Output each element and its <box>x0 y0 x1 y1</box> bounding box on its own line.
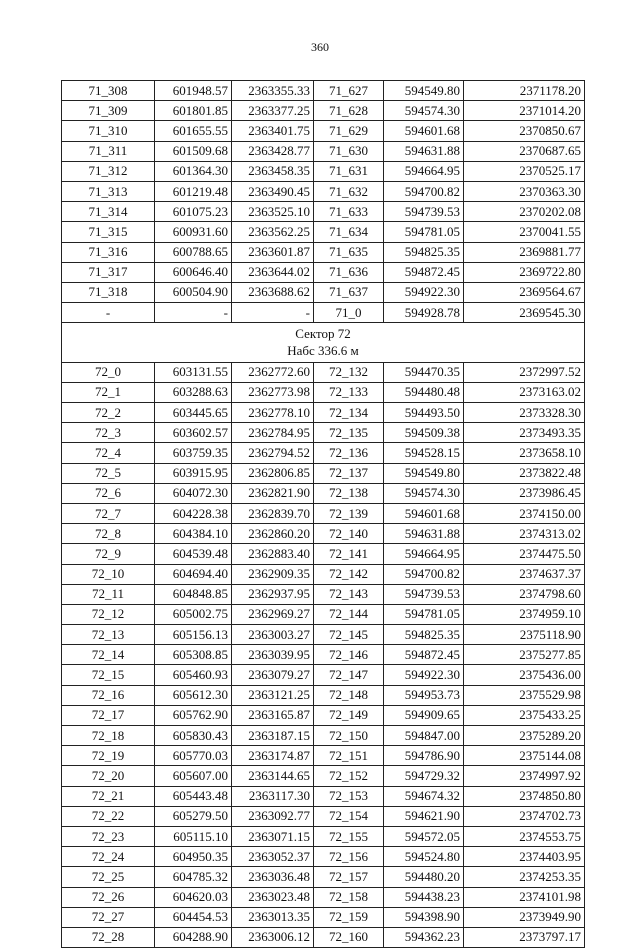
point-id-cell: 72_28 <box>62 927 155 947</box>
y-coordinate-cell: 2373658.10 <box>464 443 585 463</box>
table-row <box>62 524 585 544</box>
point-id-cell: 72_149 <box>314 705 384 725</box>
point-id-cell: 72_157 <box>314 867 384 887</box>
y-coordinate-cell: 2370041.55 <box>464 222 585 242</box>
point-id-cell: 71_310 <box>62 121 155 141</box>
x-coordinate-cell: 605460.93 <box>155 665 232 685</box>
table-row <box>62 786 585 806</box>
x-coordinate-cell: 605443.48 <box>155 786 232 806</box>
y-coordinate-cell: - <box>232 303 314 323</box>
point-id-cell: 71_316 <box>62 242 155 262</box>
x-coordinate-cell: 594664.95 <box>384 161 464 181</box>
y-coordinate-cell: 2370850.67 <box>464 121 585 141</box>
table-row <box>62 927 585 947</box>
y-coordinate-cell: 2363187.15 <box>232 726 314 746</box>
x-coordinate-cell: 594574.30 <box>384 101 464 121</box>
x-coordinate-cell: 605156.13 <box>155 625 232 645</box>
point-id-cell: 72_153 <box>314 786 384 806</box>
x-coordinate-cell: 594700.82 <box>384 564 464 584</box>
x-coordinate-cell: 594922.30 <box>384 282 464 302</box>
y-coordinate-cell: 2363117.30 <box>232 786 314 806</box>
x-coordinate-cell: 594739.53 <box>384 202 464 222</box>
point-id-cell: 72_14 <box>62 645 155 665</box>
y-coordinate-cell: 2369545.30 <box>464 303 585 323</box>
table-row <box>62 826 585 846</box>
y-coordinate-cell: 2374850.80 <box>464 786 585 806</box>
point-id-cell: 71_636 <box>314 262 384 282</box>
y-coordinate-cell: 2363052.37 <box>232 847 314 867</box>
point-id-cell: 72_0 <box>62 362 155 382</box>
y-coordinate-cell: 2363165.87 <box>232 705 314 725</box>
point-id-cell: 72_6 <box>62 483 155 503</box>
sector-title: Сектор 72 <box>295 326 351 342</box>
x-coordinate-cell: 594674.32 <box>384 786 464 806</box>
rows-sector-71 <box>62 81 585 323</box>
y-coordinate-cell: 2373949.90 <box>464 907 585 927</box>
y-coordinate-cell: 2362778.10 <box>232 403 314 423</box>
point-id-cell: 71_309 <box>62 101 155 121</box>
y-coordinate-cell: 2363355.33 <box>232 81 314 101</box>
y-coordinate-cell: 2362773.98 <box>232 382 314 402</box>
y-coordinate-cell: 2375433.25 <box>464 705 585 725</box>
x-coordinate-cell: 594786.90 <box>384 746 464 766</box>
table-row <box>62 564 585 584</box>
point-id-cell: 72_134 <box>314 403 384 423</box>
table-row <box>62 887 585 907</box>
y-coordinate-cell: 2363174.87 <box>232 746 314 766</box>
y-coordinate-cell: 2373493.35 <box>464 423 585 443</box>
x-coordinate-cell: 603602.57 <box>155 423 232 443</box>
table-row <box>62 81 585 101</box>
y-coordinate-cell: 2371014.20 <box>464 101 585 121</box>
y-coordinate-cell: 2362860.20 <box>232 524 314 544</box>
y-coordinate-cell: 2363688.62 <box>232 282 314 302</box>
x-coordinate-cell: 594928.78 <box>384 303 464 323</box>
point-id-cell: 72_140 <box>314 524 384 544</box>
x-coordinate-cell: 594480.48 <box>384 382 464 402</box>
y-coordinate-cell: 2375118.90 <box>464 625 585 645</box>
y-coordinate-cell: 2374637.37 <box>464 564 585 584</box>
x-coordinate-cell: 594781.05 <box>384 604 464 624</box>
y-coordinate-cell: 2375289.20 <box>464 726 585 746</box>
x-coordinate-cell: 605762.90 <box>155 705 232 725</box>
y-coordinate-cell: 2374313.02 <box>464 524 585 544</box>
point-id-cell: 72_135 <box>314 423 384 443</box>
x-coordinate-cell: 594621.90 <box>384 806 464 826</box>
point-id-cell: 71_637 <box>314 282 384 302</box>
x-coordinate-cell: - <box>155 303 232 323</box>
y-coordinate-cell: 2373986.45 <box>464 483 585 503</box>
point-id-cell: 72_11 <box>62 584 155 604</box>
x-coordinate-cell: 594953.73 <box>384 685 464 705</box>
y-coordinate-cell: 2362909.35 <box>232 564 314 584</box>
table-row <box>62 282 585 302</box>
x-coordinate-cell: 594509.38 <box>384 423 464 443</box>
table-row <box>62 806 585 826</box>
table-row <box>62 544 585 564</box>
point-id-cell: 72_147 <box>314 665 384 685</box>
point-id-cell: 72_21 <box>62 786 155 806</box>
x-coordinate-cell: 594362.23 <box>384 927 464 947</box>
point-id-cell: 72_5 <box>62 463 155 483</box>
y-coordinate-cell: 2363023.48 <box>232 887 314 907</box>
point-id-cell: 71_629 <box>314 121 384 141</box>
y-coordinate-cell: 2363601.87 <box>232 242 314 262</box>
y-coordinate-cell: 2374553.75 <box>464 826 585 846</box>
y-coordinate-cell: 2373822.48 <box>464 463 585 483</box>
point-id-cell: 71_633 <box>314 202 384 222</box>
sector-header-cell <box>62 323 585 362</box>
x-coordinate-cell: 601801.85 <box>155 101 232 121</box>
x-coordinate-cell: 594729.32 <box>384 766 464 786</box>
x-coordinate-cell: 594524.80 <box>384 847 464 867</box>
y-coordinate-cell: 2369564.67 <box>464 282 585 302</box>
table-row <box>62 443 585 463</box>
y-coordinate-cell: 2363079.27 <box>232 665 314 685</box>
x-coordinate-cell: 594601.68 <box>384 121 464 141</box>
table-row <box>62 483 585 503</box>
y-coordinate-cell: 2363490.45 <box>232 181 314 201</box>
table-row <box>62 726 585 746</box>
x-coordinate-cell: 604228.38 <box>155 503 232 523</box>
y-coordinate-cell: 2370363.30 <box>464 181 585 201</box>
x-coordinate-cell: 604288.90 <box>155 927 232 947</box>
y-coordinate-cell: 2363036.48 <box>232 867 314 887</box>
table-row <box>62 645 585 665</box>
point-id-cell: 72_139 <box>314 503 384 523</box>
x-coordinate-cell: 594438.23 <box>384 887 464 907</box>
x-coordinate-cell: 594528.15 <box>384 443 464 463</box>
point-id-cell: 71_0 <box>314 303 384 323</box>
x-coordinate-cell: 594480.20 <box>384 867 464 887</box>
x-coordinate-cell: 605770.03 <box>155 746 232 766</box>
x-coordinate-cell: 594664.95 <box>384 544 464 564</box>
point-id-cell: 72_148 <box>314 685 384 705</box>
point-id-cell: 72_4 <box>62 443 155 463</box>
point-id-cell: 71_634 <box>314 222 384 242</box>
y-coordinate-cell: 2363039.95 <box>232 645 314 665</box>
x-coordinate-cell: 604539.48 <box>155 544 232 564</box>
point-id-cell: 72_17 <box>62 705 155 725</box>
y-coordinate-cell: 2374959.10 <box>464 604 585 624</box>
point-id-cell: 72_133 <box>314 382 384 402</box>
y-coordinate-cell: 2374997.92 <box>464 766 585 786</box>
y-coordinate-cell: 2374798.60 <box>464 584 585 604</box>
y-coordinate-cell: 2363003.27 <box>232 625 314 645</box>
x-coordinate-cell: 604848.85 <box>155 584 232 604</box>
y-coordinate-cell: 2363071.15 <box>232 826 314 846</box>
table-row <box>62 121 585 141</box>
y-coordinate-cell: 2363013.35 <box>232 907 314 927</box>
x-coordinate-cell: 604950.35 <box>155 847 232 867</box>
point-id-cell: 71_312 <box>62 161 155 181</box>
table-row <box>62 746 585 766</box>
x-coordinate-cell: 604072.30 <box>155 483 232 503</box>
x-coordinate-cell: 600931.60 <box>155 222 232 242</box>
table-row <box>62 766 585 786</box>
x-coordinate-cell: 605607.00 <box>155 766 232 786</box>
point-id-cell: 72_158 <box>314 887 384 907</box>
y-coordinate-cell: 2375144.08 <box>464 746 585 766</box>
table-row <box>62 382 585 402</box>
y-coordinate-cell: 2375529.98 <box>464 685 585 705</box>
table-row <box>62 181 585 201</box>
point-id-cell: 72_156 <box>314 847 384 867</box>
y-coordinate-cell: 2362969.27 <box>232 604 314 624</box>
x-coordinate-cell: 594398.90 <box>384 907 464 927</box>
table-row <box>62 705 585 725</box>
point-id-cell: 72_16 <box>62 685 155 705</box>
table-row <box>62 362 585 382</box>
x-coordinate-cell: 601509.68 <box>155 141 232 161</box>
point-id-cell: 71_635 <box>314 242 384 262</box>
point-id-cell: 72_25 <box>62 867 155 887</box>
point-id-cell: 72_23 <box>62 826 155 846</box>
y-coordinate-cell: 2370525.17 <box>464 161 585 181</box>
x-coordinate-cell: 594601.68 <box>384 503 464 523</box>
table-row <box>62 222 585 242</box>
x-coordinate-cell: 594549.80 <box>384 81 464 101</box>
x-coordinate-cell: 594574.30 <box>384 483 464 503</box>
x-coordinate-cell: 601364.30 <box>155 161 232 181</box>
x-coordinate-cell: 603915.95 <box>155 463 232 483</box>
y-coordinate-cell: 2369722.80 <box>464 262 585 282</box>
x-coordinate-cell: 603759.35 <box>155 443 232 463</box>
x-coordinate-cell: 594493.50 <box>384 403 464 423</box>
y-coordinate-cell: 2375436.00 <box>464 665 585 685</box>
point-id-cell: 71_313 <box>62 181 155 201</box>
point-id-cell: 72_24 <box>62 847 155 867</box>
point-id-cell: 72_155 <box>314 826 384 846</box>
point-id-cell: 72_7 <box>62 503 155 523</box>
point-id-cell: 72_10 <box>62 564 155 584</box>
table-row <box>62 423 585 443</box>
x-coordinate-cell: 594909.65 <box>384 705 464 725</box>
sector-height-label: Набс 336.6 м <box>287 343 359 359</box>
y-coordinate-cell: 2362794.52 <box>232 443 314 463</box>
x-coordinate-cell: 605279.50 <box>155 806 232 826</box>
y-coordinate-cell: 2363121.25 <box>232 685 314 705</box>
y-coordinate-cell: 2370202.08 <box>464 202 585 222</box>
table-row <box>62 584 585 604</box>
point-id-cell: 71_315 <box>62 222 155 242</box>
x-coordinate-cell: 601655.55 <box>155 121 232 141</box>
x-coordinate-cell: 594739.53 <box>384 584 464 604</box>
point-id-cell: 72_136 <box>314 443 384 463</box>
point-id-cell: 72_1 <box>62 382 155 402</box>
y-coordinate-cell: 2362839.70 <box>232 503 314 523</box>
y-coordinate-cell: 2363562.25 <box>232 222 314 242</box>
y-coordinate-cell: 2370687.65 <box>464 141 585 161</box>
coordinates-table <box>61 80 585 948</box>
point-id-cell: 72_144 <box>314 604 384 624</box>
point-id-cell: 72_13 <box>62 625 155 645</box>
table-row <box>62 503 585 523</box>
x-coordinate-cell: 594847.00 <box>384 726 464 746</box>
x-coordinate-cell: 603445.65 <box>155 403 232 423</box>
x-coordinate-cell: 604454.53 <box>155 907 232 927</box>
point-id-cell: 71_314 <box>62 202 155 222</box>
point-id-cell: 72_142 <box>314 564 384 584</box>
x-coordinate-cell: 603131.55 <box>155 362 232 382</box>
sector-header-row <box>62 323 585 362</box>
point-id-cell: 72_2 <box>62 403 155 423</box>
x-coordinate-cell: 605002.75 <box>155 604 232 624</box>
table-row <box>62 665 585 685</box>
y-coordinate-cell: 2363092.77 <box>232 806 314 826</box>
table-row <box>62 604 585 624</box>
table-row <box>62 202 585 222</box>
x-coordinate-cell: 594825.35 <box>384 625 464 645</box>
point-id-cell: 72_9 <box>62 544 155 564</box>
y-coordinate-cell: 2363401.75 <box>232 121 314 141</box>
point-id-cell: 71_308 <box>62 81 155 101</box>
table-row <box>62 262 585 282</box>
x-coordinate-cell: 594825.35 <box>384 242 464 262</box>
x-coordinate-cell: 605308.85 <box>155 645 232 665</box>
point-id-cell: 72_3 <box>62 423 155 443</box>
point-id-cell: 72_8 <box>62 524 155 544</box>
point-id-cell: 72_152 <box>314 766 384 786</box>
y-coordinate-cell: 2362821.90 <box>232 483 314 503</box>
point-id-cell: 72_26 <box>62 887 155 907</box>
table-row <box>62 625 585 645</box>
y-coordinate-cell: 2362806.85 <box>232 463 314 483</box>
x-coordinate-cell: 604785.32 <box>155 867 232 887</box>
table-row <box>62 141 585 161</box>
x-coordinate-cell: 604620.03 <box>155 887 232 907</box>
y-coordinate-cell: 2372997.52 <box>464 362 585 382</box>
x-coordinate-cell: 604384.10 <box>155 524 232 544</box>
table-row <box>62 907 585 927</box>
x-coordinate-cell: 594470.35 <box>384 362 464 382</box>
table-row <box>62 685 585 705</box>
y-coordinate-cell: 2363644.02 <box>232 262 314 282</box>
x-coordinate-cell: 600788.65 <box>155 242 232 262</box>
x-coordinate-cell: 600504.90 <box>155 282 232 302</box>
point-id-cell: 72_137 <box>314 463 384 483</box>
point-id-cell: 71_317 <box>62 262 155 282</box>
point-id-cell: 72_146 <box>314 645 384 665</box>
table-row <box>62 303 585 323</box>
point-id-cell: 71_632 <box>314 181 384 201</box>
x-coordinate-cell: 605612.30 <box>155 685 232 705</box>
x-coordinate-cell: 594549.80 <box>384 463 464 483</box>
x-coordinate-cell: 594631.88 <box>384 524 464 544</box>
y-coordinate-cell: 2373163.02 <box>464 382 585 402</box>
x-coordinate-cell: 594700.82 <box>384 181 464 201</box>
point-id-cell: 72_27 <box>62 907 155 927</box>
y-coordinate-cell: 2374150.00 <box>464 503 585 523</box>
y-coordinate-cell: 2363458.35 <box>232 161 314 181</box>
point-id-cell: 71_627 <box>314 81 384 101</box>
point-id-cell: 72_143 <box>314 584 384 604</box>
y-coordinate-cell: 2373797.17 <box>464 927 585 947</box>
x-coordinate-cell: 604694.40 <box>155 564 232 584</box>
x-coordinate-cell: 603288.63 <box>155 382 232 402</box>
point-id-cell: 72_15 <box>62 665 155 685</box>
x-coordinate-cell: 594872.45 <box>384 262 464 282</box>
point-id-cell: 72_20 <box>62 766 155 786</box>
y-coordinate-cell: 2374702.73 <box>464 806 585 826</box>
y-coordinate-cell: 2373328.30 <box>464 403 585 423</box>
y-coordinate-cell: 2363377.25 <box>232 101 314 121</box>
x-coordinate-cell: 605115.10 <box>155 826 232 846</box>
table-row <box>62 847 585 867</box>
y-coordinate-cell: 2374403.95 <box>464 847 585 867</box>
table-row <box>62 161 585 181</box>
table-row <box>62 101 585 121</box>
point-id-cell: - <box>62 303 155 323</box>
y-coordinate-cell: 2371178.20 <box>464 81 585 101</box>
point-id-cell: 71_311 <box>62 141 155 161</box>
y-coordinate-cell: 2363525.10 <box>232 202 314 222</box>
x-coordinate-cell: 601948.57 <box>155 81 232 101</box>
point-id-cell: 71_630 <box>314 141 384 161</box>
y-coordinate-cell: 2362772.60 <box>232 362 314 382</box>
y-coordinate-cell: 2363144.65 <box>232 766 314 786</box>
table-row <box>62 242 585 262</box>
point-id-cell: 72_132 <box>314 362 384 382</box>
point-id-cell: 72_12 <box>62 604 155 624</box>
y-coordinate-cell: 2369881.77 <box>464 242 585 262</box>
x-coordinate-cell: 601219.48 <box>155 181 232 201</box>
y-coordinate-cell: 2374101.98 <box>464 887 585 907</box>
point-id-cell: 72_18 <box>62 726 155 746</box>
x-coordinate-cell: 594572.05 <box>384 826 464 846</box>
table-row <box>62 867 585 887</box>
sector-header <box>62 323 585 362</box>
x-coordinate-cell: 605830.43 <box>155 726 232 746</box>
y-coordinate-cell: 2362937.95 <box>232 584 314 604</box>
point-id-cell: 72_150 <box>314 726 384 746</box>
point-id-cell: 72_154 <box>314 806 384 826</box>
x-coordinate-cell: 601075.23 <box>155 202 232 222</box>
x-coordinate-cell: 594781.05 <box>384 222 464 242</box>
x-coordinate-cell: 600646.40 <box>155 262 232 282</box>
x-coordinate-cell: 594631.88 <box>384 141 464 161</box>
page-number: 360 <box>311 40 329 54</box>
table-row <box>62 403 585 423</box>
point-id-cell: 72_145 <box>314 625 384 645</box>
x-coordinate-cell: 594872.45 <box>384 645 464 665</box>
y-coordinate-cell: 2375277.85 <box>464 645 585 665</box>
point-id-cell: 71_318 <box>62 282 155 302</box>
point-id-cell: 71_631 <box>314 161 384 181</box>
point-id-cell: 71_628 <box>314 101 384 121</box>
y-coordinate-cell: 2374253.35 <box>464 867 585 887</box>
y-coordinate-cell: 2363428.77 <box>232 141 314 161</box>
y-coordinate-cell: 2363006.12 <box>232 927 314 947</box>
x-coordinate-cell: 594922.30 <box>384 665 464 685</box>
table-row <box>62 463 585 483</box>
rows-sector-72 <box>62 362 585 947</box>
point-id-cell: 72_141 <box>314 544 384 564</box>
point-id-cell: 72_160 <box>314 927 384 947</box>
point-id-cell: 72_138 <box>314 483 384 503</box>
y-coordinate-cell: 2362883.40 <box>232 544 314 564</box>
point-id-cell: 72_159 <box>314 907 384 927</box>
point-id-cell: 72_19 <box>62 746 155 766</box>
point-id-cell: 72_151 <box>314 746 384 766</box>
y-coordinate-cell: 2362784.95 <box>232 423 314 443</box>
y-coordinate-cell: 2374475.50 <box>464 544 585 564</box>
point-id-cell: 72_22 <box>62 806 155 826</box>
